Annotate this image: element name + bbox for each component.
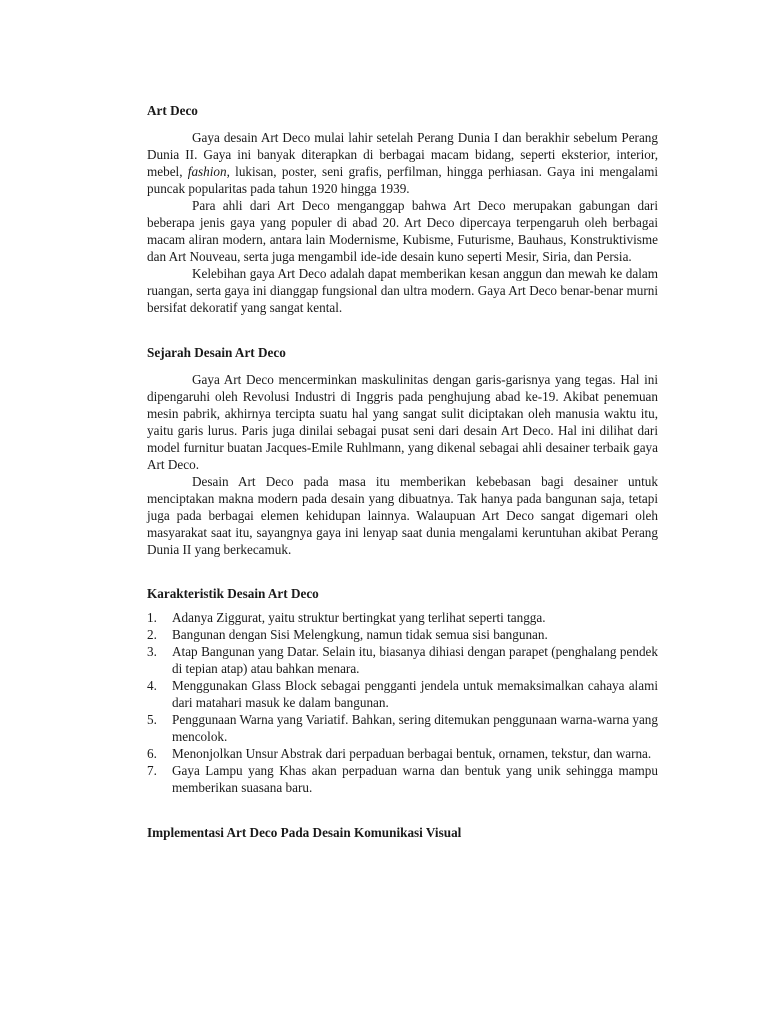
paragraph: Gaya Art Deco mencerminkan maskulinitas dengan garis-garisnya yang tegas. Hal ini dipengaruhi oleh Revolusi Industri di Inggris pada penghujung abad ke-19. Akibat penemuan mesin pabrik, akhirnya tercipta suatu hal yang sangat sulit diciptakan oleh manusia waktu itu, yaitu garis lurus. Paris juga dinilai sebagai pusat seni dari desain Art Deco. Hal ini dilihat dari model furnitur buatan Jacques-Emile Ruhlmann, yang dikenal sebagai ahli desainer terbaik gaya Art Deco.: [147, 372, 658, 472]
list-text: Menonjolkan Unsur Abstrak dari perpaduan berbagai bentuk, ornamen, tekstur, dan warna.: [172, 746, 652, 761]
paragraph: Kelebihan gaya Art Deco adalah dapat memberikan kesan anggun dan mewah ke dalam ruangan, serta gaya ini dianggap fungsional dan ultra modern. Gaya Art Deco benar-benar murni bersifat dekoratif yang sangat kental.: [147, 266, 658, 315]
section-sejarah: [147, 344, 658, 558]
list-item: [147, 762, 658, 796]
list-text: Gaya Lampu yang Khas akan perpaduan warna dan bentuk yang unik sehingga mampu memberikan suasana baru.: [172, 763, 658, 795]
section-heading: Sejarah Desain Art Deco: [147, 345, 286, 360]
list-item: [147, 711, 658, 745]
list-item: [147, 745, 658, 762]
list-text: Bangunan dengan Sisi Melengkung, namun tidak semua sisi bangunan.: [172, 627, 548, 642]
section-heading: Implementasi Art Deco Pada Desain Komunikasi Visual: [147, 825, 462, 840]
characteristics-list: [147, 609, 658, 796]
list-number: 1.: [147, 610, 157, 625]
list-text: Atap Bangunan yang Datar. Selain itu, biasanya dihiasi dengan parapet (penghalang pendek di tepian atap) atau bahkan menara.: [172, 644, 658, 676]
list-number: 4.: [147, 678, 157, 693]
paragraph-text: Gaya desain Art Deco mulai lahir setelah Perang Dunia I dan berakhir sebelum Perang Dunia II. Gaya ini banyak diterapkan di berbagai macam bidang, seperti eksterior, interior, mebel,: [147, 130, 658, 179]
paragraph-text: , lukisan, poster, seni grafis, perfilman, hingga perhiasan. Gaya ini mengalami puncak popularitas pada tahun 1920 hingga 1939.: [147, 164, 658, 196]
document-page: [147, 102, 658, 851]
list-number: 2.: [147, 627, 157, 642]
section-implementasi: [147, 824, 658, 841]
list-number: 3.: [147, 644, 157, 659]
paragraph: Desain Art Deco pada masa itu memberikan kebebasan bagi desainer untuk menciptakan makna modern pada desain yang dibuatnya. Tak hanya pada bangunan saja, tetapi juga pada berbagai elemen kehidupan lainnya. Walaupuan Art Deco sangat digemari oleh masyarakat saat itu, sayangnya gaya ini lenyap saat dunia mengalami keruntuhan akibat Perang Dunia II yang berkecamuk.: [147, 474, 658, 557]
list-item: [147, 643, 658, 677]
section-heading: Art Deco: [147, 103, 198, 118]
list-number: 6.: [147, 746, 157, 761]
list-item: [147, 677, 658, 711]
list-number: 7.: [147, 763, 157, 778]
section-karakteristik: [147, 585, 658, 796]
paragraph: [147, 129, 658, 197]
list-number: 5.: [147, 712, 157, 727]
list-item: [147, 626, 658, 643]
italic-term: fashion: [187, 164, 227, 179]
list-item: [147, 609, 658, 626]
paragraph: Para ahli dari Art Deco menganggap bahwa Art Deco merupakan gabungan dari beberapa jenis gaya yang populer di abad 20. Art Deco dipercaya terpengaruh oleh berbagai macam aliran modern, antara lain Modernisme, Kubisme, Futurisme, Bauhaus, Konstruktivisme dan Art Nouveau, serta juga mengambil ide-ide desain kuno seperti Mesir, Siria, dan Persia.: [147, 198, 658, 264]
section-art-deco: [147, 102, 658, 316]
section-heading: Karakteristik Desain Art Deco: [147, 586, 319, 601]
list-text: Menggunakan Glass Block sebagai pengganti jendela untuk memaksimalkan cahaya alami dari matahari masuk ke dalam bangunan.: [172, 678, 658, 710]
list-text: Adanya Ziggurat, yaitu struktur bertingkat yang terlihat seperti tangga.: [172, 610, 546, 625]
list-text: Penggunaan Warna yang Variatif. Bahkan, sering ditemukan penggunaan warna-warna yang mencolok.: [172, 712, 658, 744]
